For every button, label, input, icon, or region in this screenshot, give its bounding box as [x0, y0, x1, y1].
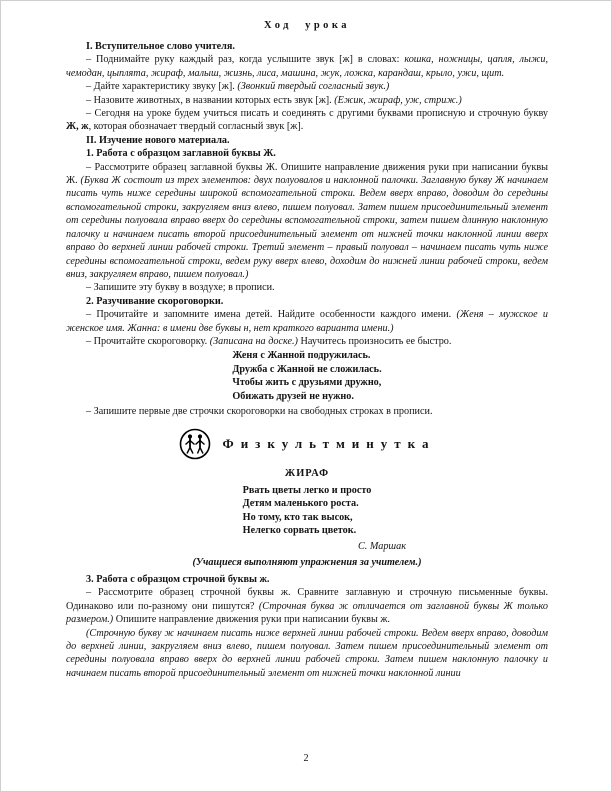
verse-line: Обижать друзей не нужно.: [232, 390, 354, 402]
text-run: – Сегодня на уроке будем учиться писать и соединять с другими буквами прописную и строчную букву: [86, 108, 548, 120]
page-number: 2: [303, 753, 309, 764]
teacher-note: (Учащиеся выполняют упражнения за учителем.): [192, 556, 422, 568]
text-run: – Рассмотрите образец заглавной буквы Ж. Опишите направление движения руки при написании буквы Ж.: [66, 161, 548, 187]
teacher-prompt-names: [66, 308, 548, 335]
text-run: (Строчная буква ж отличается от заглавной буквы Ж только размером.): [66, 600, 549, 626]
text-run: Ж, ж: [66, 121, 89, 133]
text-run: Научитесь произносить ее быстро.: [297, 335, 452, 347]
text-run: – Рассмотрите образец строчной буквы ж. Сравните заглавную и строчную письменные буквы. Одинаково или по-разному они пишутся?: [66, 587, 548, 612]
teacher-prompt-write-in-air: [66, 281, 548, 294]
text-run: Опишите направление движения руки при написании буквы ж.: [113, 614, 390, 626]
section-heading-intro: [66, 40, 548, 53]
text-run: – Запишите эту букву в воздухе; в прописи.: [86, 282, 275, 294]
text-run: – Прочитайте скороговорку.: [86, 335, 210, 347]
verse-line: Чтобы жить с друзьями дружно,: [232, 377, 382, 389]
text-run: I. Вступительное слово учителя.: [86, 41, 235, 52]
giraffe-poem: [66, 484, 548, 538]
teacher-prompt-capital-letter-analysis: [66, 161, 548, 282]
verse-block: [232, 349, 381, 403]
subsection-heading-tongue-twister: [66, 295, 548, 308]
text-run: (Буква Ж состоит из трех элементов: двух полуовалов и наклонной палочки. Заглавную букву Ж начинаем писать чуть ниже середины широкой вспомогательной строки. Ведем вверх вправо, доводим до середины вспомогательной строки, закругляем вниз влево, пишем полуовал. Затем пишем присоединительный элемент от середины полуовала вправо вверх до середины вспомогательной строки, затем пишем длинную наклонную палочку и начинаем писать второй присоединительный элемент от нижней точки наклонной линии вверх вправо до верхней линии рабочей строки. Третий элемент – правый полуовал – начинаем писать чуть ниже середины вспомогательной строки, ведем руку вверх влево, доходим до нижней линии рабочей строки, ведем вниз, закругляем вправо, пишем полуовал.): [66, 175, 548, 280]
text-run: , которая обозначает твердый согласный звук [ж].: [88, 121, 304, 133]
text-run: – Прочитайте и запомните имена детей. Найдите особенности каждого имени.: [86, 309, 457, 321]
verse-line: Дружба с Жанной не сложилась.: [232, 363, 382, 375]
page-title: Ход урока: [263, 20, 351, 31]
teacher-prompt-animals: [66, 94, 548, 107]
text-run: – Поднимайте руку каждый раз, когда услышите звук [ж] в словах:: [86, 54, 405, 66]
verse-line: Нелегко сорвать цветок.: [242, 525, 357, 537]
teacher-prompt-write-lines: [66, 405, 548, 418]
teacher-prompt-sound-description: [66, 80, 548, 93]
text-run: (Ежик, жираф, уж, стриж.): [334, 94, 462, 106]
page-content: [66, 20, 548, 680]
text-run: 2. Разучивание скороговорки.: [86, 295, 224, 307]
text-run: – Назовите животных, в названии которых есть звук [ж].: [86, 94, 335, 106]
subsection-heading-capital-letter: [66, 147, 548, 160]
text-run: (Записана на доске.): [209, 335, 298, 347]
verse-line: Рвать цветы легко и просто: [242, 484, 372, 496]
poem-title: ЖИРАФ: [284, 467, 330, 479]
text-run: 1. Работа с образцом заглавной буквы Ж.: [86, 148, 276, 160]
text-run: (Строчную букву ж начинаем писать ниже верхней линии рабочей строки. Ведем вверх вправо, доводим до верхней линии, закругляем вниз влево, пишем полуовал. Затем пишем присоединительный элемент от середины полуовала вправо вверх до верхней линии рабочей строки. Затем пишем наклонную палочку и начинаем писать второй присоединительный элемент от нижней точки наклонной линии: [66, 627, 548, 679]
text-run: 3. Работа с образцом строчной буквы ж.: [86, 574, 270, 585]
teacher-prompt-sound-words: [66, 53, 548, 80]
text-run: II. Изучение нового материала.: [86, 134, 230, 146]
physminutka-label: Физкультминутка: [222, 435, 436, 451]
text-run: кошка, ножницы, цапля, лыжи, чемодан, цыплята, жираф, малыш, жизнь, лиса, машина, жук, ложка, карандаш, крыло, ужи, щит.: [66, 54, 548, 79]
text-run: (Женя – мужское и женское имя. Жанна: в имени две буквы н, нет краткого варианта имени.): [66, 309, 548, 334]
lowercase-writing-description: [66, 627, 548, 681]
tongue-twister-verse: [66, 349, 548, 403]
verse-line: Но тому, кто так высок,: [242, 511, 353, 523]
text-run: (Звонкий твердый согласный звук.): [237, 81, 390, 93]
physminutka-banner: [66, 428, 548, 460]
verse-line: Детям маленького роста.: [242, 498, 359, 510]
poem-author: С. Маршак: [358, 541, 406, 553]
section-heading-new-material: [66, 134, 548, 147]
teacher-prompt-read-twister: [66, 335, 548, 348]
verse-block: [243, 484, 372, 538]
text-run: – Дайте характеристику звуку [ж].: [86, 81, 238, 93]
exercise-icon: [179, 428, 211, 460]
subsection-heading-lowercase-letter: [66, 573, 548, 586]
teacher-prompt-lesson-goal: [66, 107, 548, 134]
text-run: – Запишите первые две строчки скороговорки на свободных строках в прописи.: [86, 405, 433, 417]
teacher-prompt-lowercase-compare: [66, 586, 548, 626]
verse-line: Женя с Жанной подружилась.: [232, 350, 371, 362]
